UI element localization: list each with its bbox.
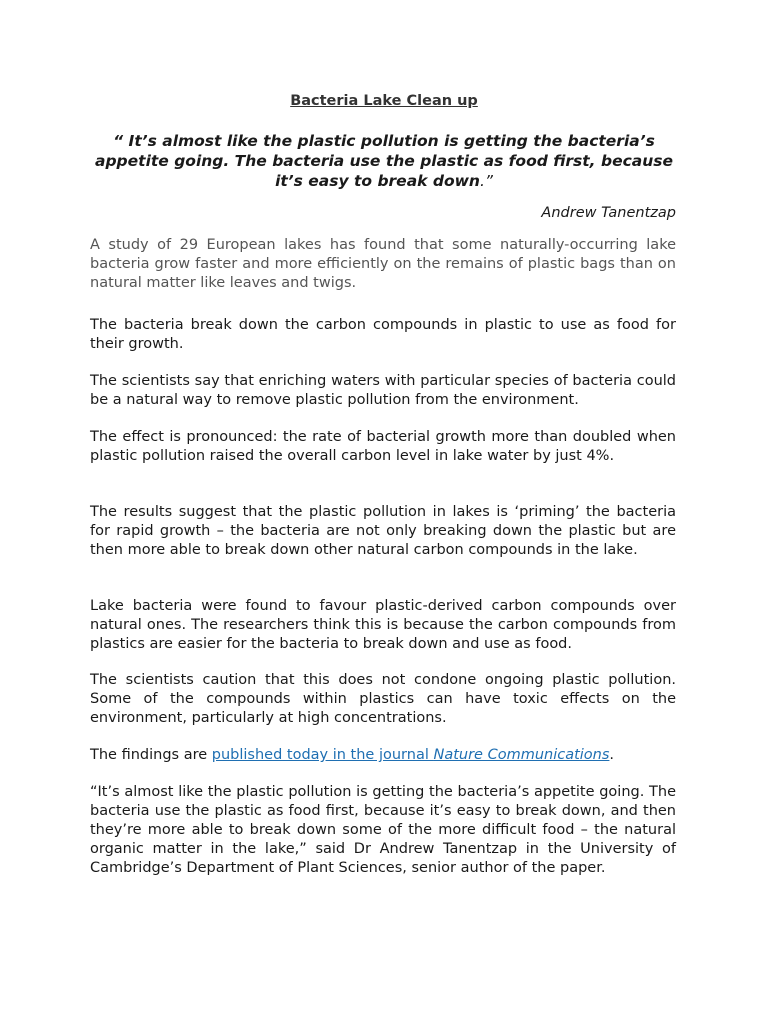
paragraph: The scientists say that enriching waters with particular species of bacteria could be a natural way to remove plastic pollution from the environment. xyxy=(90,373,676,408)
quote-text: It’s almost like the plastic pollution is getting the bacteria’s appetite going. The bacteria use the plastic as food first, because it’s easy to break down xyxy=(95,132,673,190)
journal-link-text[interactable]: published today in the journal xyxy=(211,747,434,763)
quote-attribution: Andrew Tanentzap xyxy=(541,205,676,221)
paragraph: The results suggest that the plastic pollution in lakes is ‘priming’ the bacteria for rapid growth – the bacteria are not only breaking down the plastic but are then more able to break down other natural carbon compounds in the lake. xyxy=(90,504,676,558)
paragraph: The scientists caution that this does not condone ongoing plastic pollution. Some of the compounds within plastics can have toxic effects on the environment, particularly at high concentrations. xyxy=(90,672,676,726)
paragraph-intro: A study of 29 European lakes has found that some naturally-occurring lake bacteria grow faster and more efficiently on the remains of plastic bags than on natural matter like leaves and twigs. xyxy=(90,237,676,291)
paragraph-closing-quote: “It’s almost like the plastic pollution is getting the bacteria’s appetite going. The bacteria use the plastic as food first, because it’s easy to break down, and then they’re more able to break down some of the more difficult food – the natural organic matter in the lake,” said Dr Andrew Tanentzap in the University of Cambridge’s Department of Plant Sciences, senior author of the paper. xyxy=(90,784,676,876)
findings-suffix: . xyxy=(609,747,615,763)
findings-prefix: The findings are xyxy=(90,747,212,763)
pull-quote xyxy=(88,131,680,191)
journal-link[interactable] xyxy=(212,747,610,763)
document-title: Bacteria Lake Clean up xyxy=(290,93,478,109)
paragraph: The effect is pronounced: the rate of bacterial growth more than doubled when plastic pollution raised the overall carbon level in lake water by just 4%. xyxy=(90,429,676,464)
paragraph: Lake bacteria were found to favour plastic-derived carbon compounds over natural ones. The researchers think this is because the carbon compounds from plastics are easier for the bacteria to break down and use as food. xyxy=(90,598,676,652)
paragraph-findings xyxy=(90,746,676,765)
quote-open-mark: “ xyxy=(113,132,129,150)
journal-name[interactable]: Nature Communications xyxy=(433,747,610,763)
paragraph: The bacteria break down the carbon compounds in plastic to use as food for their growth. xyxy=(90,317,676,352)
quote-close-mark: .” xyxy=(479,172,493,190)
